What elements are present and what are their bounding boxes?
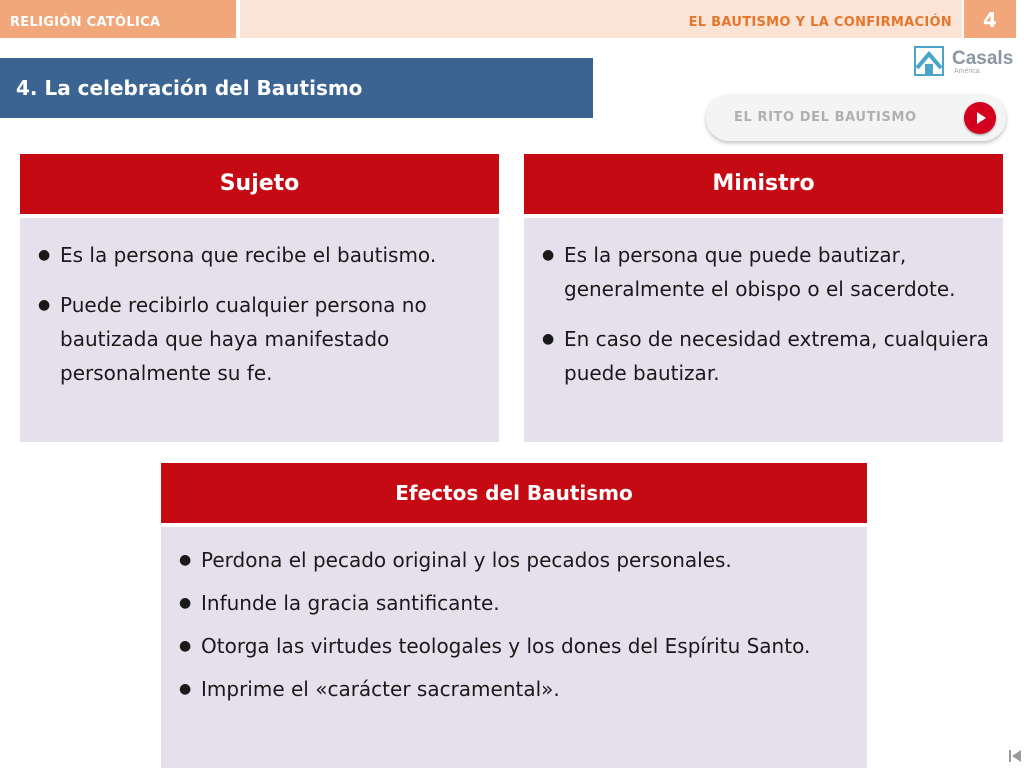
topic-label: EL BAUTISMO Y LA CONFIRMACIÓN [240,0,962,38]
skip-to-first-icon[interactable] [1008,748,1022,764]
list-item [161,629,855,663]
list-item [161,672,855,706]
list-item [161,543,855,577]
top-bar [0,0,1024,40]
logo-subtitle: América [954,68,980,75]
list-item-text: Es la persona que puede bautizar, generalmente el obispo o el sacerdote. [564,243,956,301]
rite-video-button[interactable] [706,95,1006,141]
bullet-icon: ● [38,297,51,313]
unit-number: 4 [964,0,1016,38]
sujeto-card-title: Sujeto [20,154,499,214]
casals-logo-icon [914,46,944,76]
bullet-icon: ● [179,595,192,611]
list-item-text: Perdona el pecado original y los pecados personales. [201,548,732,572]
bullet-icon: ● [179,552,192,568]
list-item-text: Puede recibirlo cualquier persona no bautizada que haya manifestado personalmente su fe. [60,293,427,385]
ministro-card [524,154,1003,442]
ministro-card-title: Ministro [524,154,1003,214]
list-item-text: Es la persona que recibe el bautismo. [60,243,437,267]
subject-label: RELIGIÓN CATÓLICA [0,0,236,38]
logo-brand: Casals [952,48,1014,69]
section-title: 4. La celebración del Bautismo [0,58,593,118]
ministro-card-body [524,218,1003,442]
efectos-card-body [161,527,867,768]
list-item [20,288,487,390]
efectos-card-title: Efectos del Bautismo [161,463,867,523]
list-item [20,238,487,272]
list-item-text: Imprime el «carácter sacramental». [201,677,560,701]
list-item-text: Otorga las virtudes teologales y los dones del Espíritu Santo. [201,634,811,658]
sujeto-card-body [20,218,499,442]
efectos-card [161,463,867,768]
bullet-icon: ● [542,331,555,347]
list-item [524,322,991,390]
sujeto-card [20,154,499,442]
list-item [524,238,991,306]
list-item-text: En caso de necesidad extrema, cualquiera puede bautizar. [564,327,989,385]
bullet-icon: ● [38,247,51,263]
rite-button-label: EL RITO DEL BAUTISMO [734,110,917,125]
bullet-icon: ● [179,681,192,697]
play-icon[interactable] [964,102,996,134]
bullet-icon: ● [179,638,192,654]
list-item-text: Infunde la gracia santificante. [201,591,500,615]
bullet-icon: ● [542,247,555,263]
casals-logo [914,46,1014,80]
list-item [161,586,855,620]
